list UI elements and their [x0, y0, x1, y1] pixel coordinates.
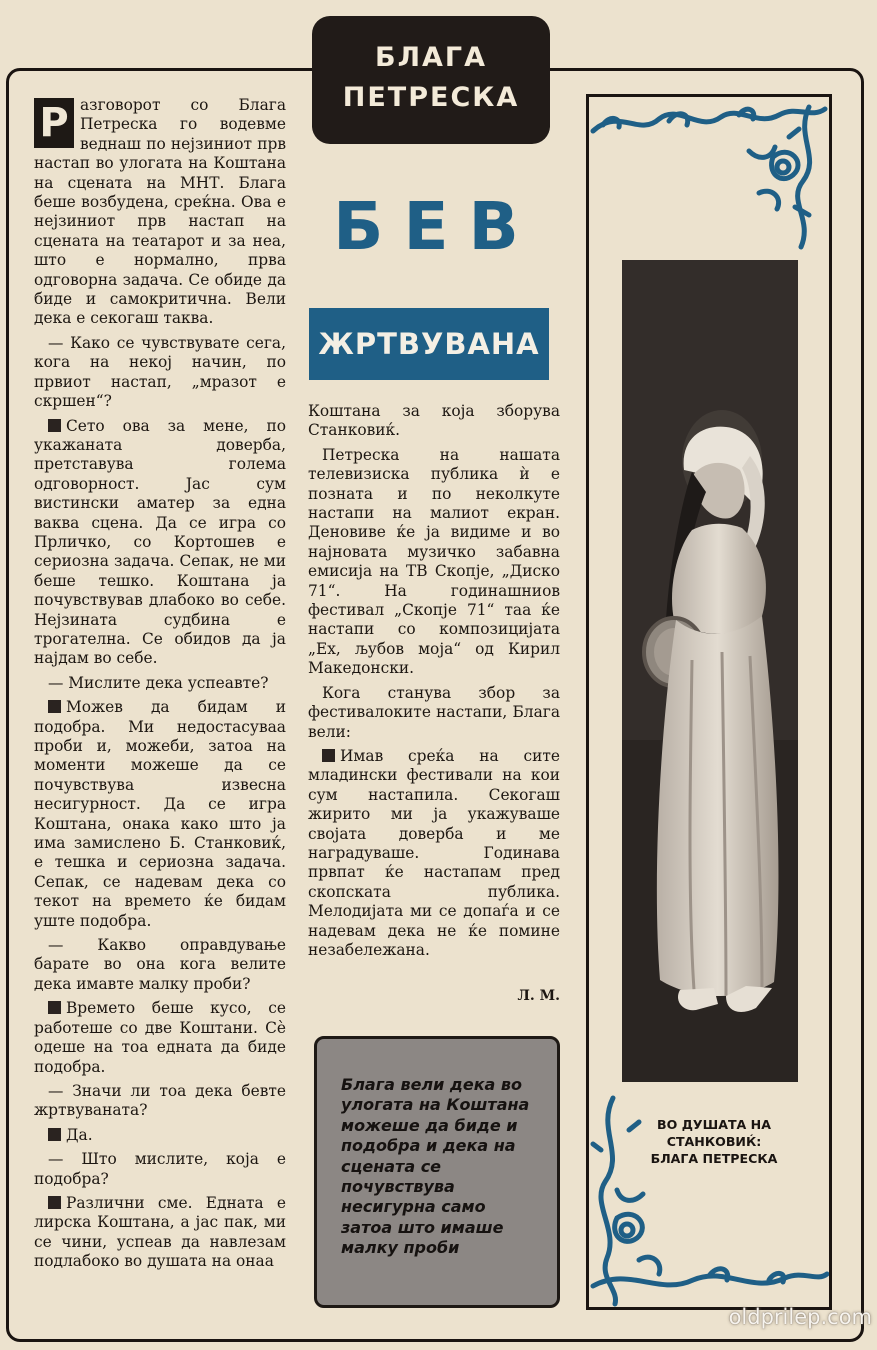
pull-quote-text: Блага вели дека во улогата на Коштана можеше да биде и подобра и дека на сцената се почувствува несигурна само затоа што имаше малку проби	[341, 1075, 530, 1258]
interview-answer: Да.	[34, 1126, 286, 1145]
badge-first-name: БЛАГА	[374, 42, 487, 73]
name-badge	[312, 16, 550, 144]
interview-question: — Мислите дека успеавте?	[48, 673, 269, 692]
author-signature: Л. М.	[517, 988, 560, 1004]
answer-marker-icon	[48, 1128, 61, 1141]
interview-question: — Како се чувствувате сега, кога на некој начин, по првиот настап, „мразот е скршен“?	[34, 333, 286, 411]
answer-marker-icon	[48, 1196, 61, 1209]
answer-marker-icon	[48, 419, 61, 432]
woman-figure-icon	[622, 260, 798, 1082]
interview-answer: Сето ова за мене, по укажаната доверба, претставува голема одговорност. Јас сум вистински аматер за една ваква сцена. Да се игра со Прличко, со Кортошев е сериозна задача. Сепак, не ми беше тешко. Коштана ја почувствував длабоко во себе. Нејзината судбина е трогателна. Се обидов да ја најдам во себе.	[34, 416, 286, 668]
site-watermark: oldprilep.com	[728, 1305, 872, 1329]
interview-question: — Значи ли тоа дека бевте жртвуваната?	[34, 1081, 286, 1120]
answer-marker-icon	[48, 1001, 61, 1014]
article-column-1	[34, 96, 286, 1277]
interview-answer: Можев да бидам и подобра. Ми недостасуваа проби и, можеби, затоа на моменти можеше да се почувствува извесна несигурност. Да се игра Коштана, онака како што ја има замислено Б. Станковиќ, е тешка и сериозна задача. Сепак, се надевам дека со текот на времето ќе бидам уште подобра.	[34, 698, 286, 930]
portrait-photo	[622, 260, 798, 1082]
interview-answer: Времето беше кусо, се работеше со две Коштани. Сè одеше на тоа едната да биде подобра.	[34, 999, 286, 1076]
headline-sub: ЖРТВУВАНА	[309, 308, 549, 380]
drop-cap: Р	[34, 98, 74, 148]
answer-marker-icon	[48, 700, 61, 713]
answer-marker-icon	[322, 749, 335, 762]
pull-quote-box	[314, 1036, 560, 1308]
headline-main: БЕВ	[333, 188, 539, 265]
interview-question: — Какво оправдување барате во она кога велите дека имавте малку проби?	[34, 936, 286, 993]
article-column-2	[308, 402, 560, 965]
article-paragraph: Коштана за која зборува Станковиќ.	[308, 402, 560, 440]
photo-caption: ВО ДУШАТА НА СТАНКОВИЌ: БЛАГА ПЕТРЕСКА	[650, 1117, 778, 1166]
article-paragraph: Р азговорот со Блага Петреска го водевме веднаш по нејзиниот прв настап во улогата на Коштана на сцената на МНТ. Блага беше возбудена, среќна. Ова е нејзиниот прв настап на сцената на театарот и за неа, што е нормално, прва одговорна задача. Се обиде да биде и самокритична. Вели дека е секогаш таква.	[34, 96, 286, 328]
article-paragraph: Петреска на нашата телевизиска публика ѝ е позната и по неколкуте настапи на малиот екран. Деновиве ќе ја видиме и во најновата музичко забавна емисија на ТВ Скопје, „Диско 71“. На годинашниов фестивал „Скопје 71“ таа ќе настапи со композицијата „Ех, љубов моја“ од Кирил Македонски.	[308, 445, 560, 678]
interview-question: — Што мислите, која е подобра?	[34, 1150, 286, 1188]
badge-last-name: ПЕТРЕСКА	[342, 82, 520, 113]
interview-answer: Различни сме. Едната е лирска Коштана, а јас пак, ми се чини, успеав да навлезам подлабоко во душата на онаа	[34, 1193, 286, 1271]
article-paragraph: Кога станува збор за фестивалоките настапи, Блага вели:	[308, 683, 560, 741]
top-ornament-icon	[589, 97, 829, 257]
interview-answer: Имав среќа на сите младински фестивали на кои сум настапила. Секогаш жирито ми ја укажуваше својата доверба и ме наградуваше. Годинава првпат ќе настапам пред скопската публика. Мелодијата ми се допаѓа и се надевам дека не ќе помине незабележана.	[308, 746, 560, 959]
